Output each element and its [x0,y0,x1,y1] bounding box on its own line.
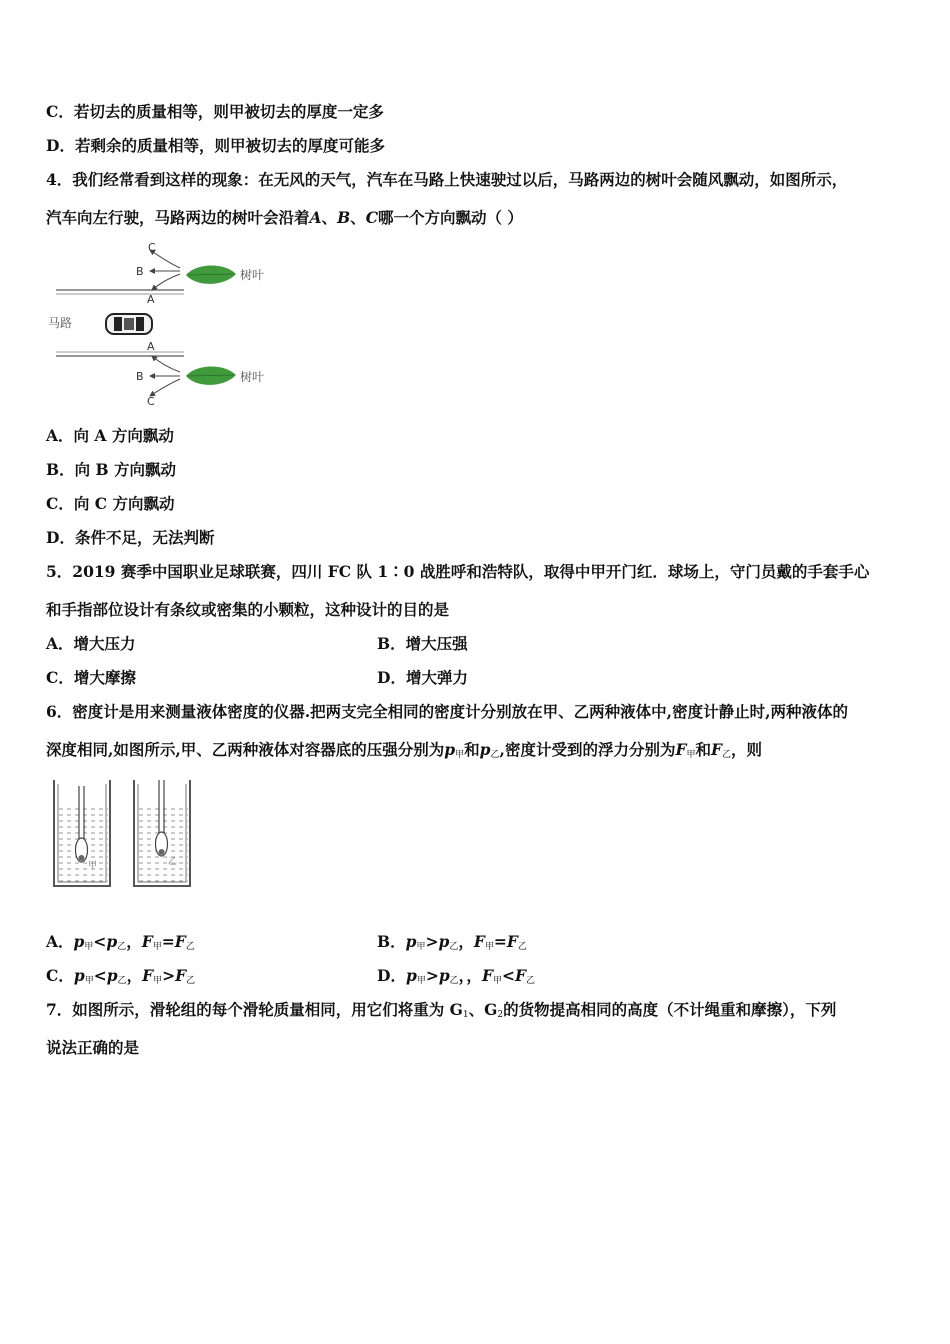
road-edge-top [56,290,184,294]
q3-option-d: D．若剩余的质量相等，则甲被切去的厚度可能多 [46,136,385,155]
bottom-arrows [150,356,180,396]
road-label: 马路 [48,316,73,330]
q4-option-b: B．向 B 方向飘动 [46,460,176,479]
top-leaf-label: 树叶 [240,268,265,282]
q4-option-d: D．条件不足，无法判断 [46,528,215,547]
q7-stem-line1: 7．如图所示，滑轮组的每个滑轮质量相同，用它们将重为 $G_1$、$G_2$的货物提高相同的高度（不计绳重和摩擦），下列 [46,1000,837,1020]
q6-stem-line1: 6．密度计是用来测量液体密度的仪器.把两支完全相同的密度计分别放在甲、乙两种液体中,密度计静止时,两种液体的 [46,702,848,721]
q4-road-figure [44,238,284,410]
q6-option-b: B．$p_甲>p_乙$，$F_甲=F_乙$ [377,932,527,952]
bottom-label-c: C [147,395,155,408]
q6-stem-line2: 深度相同,如图所示,甲、乙两种液体对容器底的压强分别为$p_甲$和$p_乙$,密度计受到的浮力分别为$F_甲$和$F_乙$，则 [46,740,763,760]
bottom-leaf-label: 树叶 [240,370,265,384]
q5-stem-line2: 和手指部位设计有条纹或密集的小颗粒，这种设计的目的是 [46,600,450,619]
car-icon [106,314,152,334]
q3-option-c: C．若切去的质量相等，则甲被切去的厚度一定多 [46,102,384,121]
q5-option-b: B．增大压强 [377,634,468,653]
label-yi: 乙 [168,857,178,867]
q6-option-d: D．$p_甲>p_乙$，，$F_甲<F_乙$ [377,966,535,986]
container-jia [54,780,110,886]
q4-stem-line2: 汽车向左行驶，马路两边的树叶会沿着A、B、C哪一个方向飘动（ ） [46,208,523,227]
bottom-label-a: A [147,340,155,353]
q7-stem-line2: 说法正确的是 [46,1038,140,1057]
bottom-leaf-icon [186,366,236,384]
road-edge-bottom [56,352,184,356]
q6-option-a: A．$p_甲<p_乙$，$F_甲=F_乙$ [46,932,195,952]
top-label-b: B [136,265,144,278]
top-label-a: A [147,293,155,306]
q5-option-c: C．增大摩擦 [46,668,136,687]
q4-option-a: A．向 A 方向飘动 [46,426,174,445]
label-jia: 甲 [88,861,98,871]
q4-stem-line1: 4．我们经常看到这样的现象：在无风的天气，汽车在马路上快速驶过以后，马路两边的树叶会随风飘动，如图所示， [46,170,848,189]
q5-option-d: D．增大弹力 [377,668,468,687]
q4-option-c: C．向 C 方向飘动 [46,494,175,513]
q6-hydrometer-figure [50,776,200,894]
top-leaf-icon [186,265,236,283]
top-label-c: C [148,241,156,254]
q5-stem-line1: 5．2019 赛季中国职业足球联赛，四川 FC 队 1∶0 战胜呼和浩特队，取得中甲开门红．球场上，守门员戴的手套手心 [46,562,870,581]
top-arrows [150,250,180,290]
q6-option-c: C．$p_甲<p_乙$，$F_甲>F_乙$ [46,966,196,986]
q5-option-a: A．增大压力 [46,634,136,653]
bottom-label-b: B [136,370,144,383]
